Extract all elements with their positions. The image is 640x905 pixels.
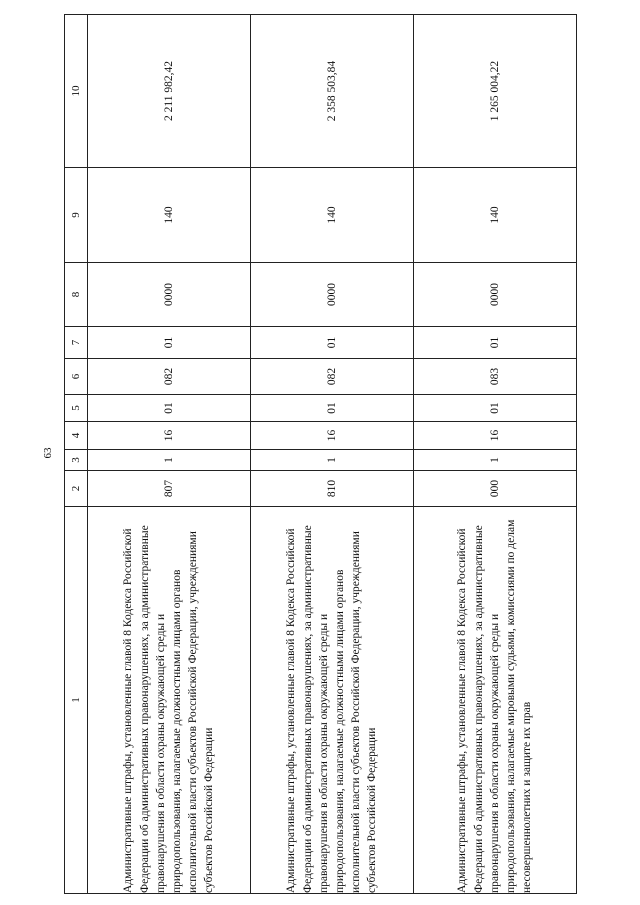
element-cell: 01: [251, 327, 414, 359]
header-cell: 10: [65, 15, 88, 168]
subgroup-cell: 16: [414, 422, 577, 450]
program-cell: 0000: [251, 263, 414, 327]
program-cell: 0000: [414, 263, 577, 327]
classification-cell: 140: [414, 168, 577, 263]
row-description: Административные штрафы, установленные главой 8 Кодекса Российской Федерации об административных правонарушениях, за административные правонарушения в области охраны окружающей среды и природопользования, налагаемые мировыми судьями, комиссиями по делам несовершеннолетних и защите их прав: [414, 507, 577, 894]
group-cell: 1: [251, 450, 414, 471]
subarticle-cell: 082: [251, 359, 414, 395]
subgroup-cell: 16: [88, 422, 251, 450]
header-cell: 1: [65, 507, 88, 894]
header-cell: 4: [65, 422, 88, 450]
amount-cell: 2 358 503,84: [251, 15, 414, 168]
article-cell: 01: [414, 395, 577, 422]
group-cell: 1: [88, 450, 251, 471]
table-row: [88, 15, 251, 894]
header-cell: 6: [65, 359, 88, 395]
admin-code-cell: 000: [414, 471, 577, 507]
classification-cell: 140: [251, 168, 414, 263]
element-cell: 01: [88, 327, 251, 359]
header-cell: 7: [65, 327, 88, 359]
header-cell: 2: [65, 471, 88, 507]
header-cell: 5: [65, 395, 88, 422]
program-cell: 0000: [88, 263, 251, 327]
element-cell: 01: [414, 327, 577, 359]
row-description: Административные штрафы, установленные главой 8 Кодекса Российской Федерации об административных правонарушениях, за административные правонарушения в области охраны окружающей среды и природопользования, налагаемые должностными лицами органов исполнительной власти субъектов Российской Федерации, учреждениями субъектов Российской Федерации: [88, 507, 251, 894]
admin-code-cell: 807: [88, 471, 251, 507]
table-row: [251, 15, 414, 894]
subarticle-cell: 083: [414, 359, 577, 395]
table-header-row: [65, 15, 88, 894]
page-number: 63: [42, 447, 54, 459]
article-cell: 01: [251, 395, 414, 422]
subarticle-cell: 082: [88, 359, 251, 395]
rotated-page: [64, 15, 572, 894]
admin-code-cell: 810: [251, 471, 414, 507]
amount-cell: 2 211 982,42: [88, 15, 251, 168]
header-cell: 3: [65, 450, 88, 471]
amount-cell: 1 265 004,22: [414, 15, 577, 168]
header-cell: 8: [65, 263, 88, 327]
group-cell: 1: [414, 450, 577, 471]
header-cell: 9: [65, 168, 88, 263]
row-description: Административные штрафы, установленные главой 8 Кодекса Российской Федерации об административных правонарушениях, за административные правонарушения в области охраны окружающей среды и природопользования, налагаемые должностными лицами органов исполнительной власти субъектов Российской Федерации, учреждениями субъектов Российской Федерации: [251, 507, 414, 894]
subgroup-cell: 16: [251, 422, 414, 450]
budget-table: [64, 14, 577, 894]
table-row: [414, 15, 577, 894]
article-cell: 01: [88, 395, 251, 422]
classification-cell: 140: [88, 168, 251, 263]
